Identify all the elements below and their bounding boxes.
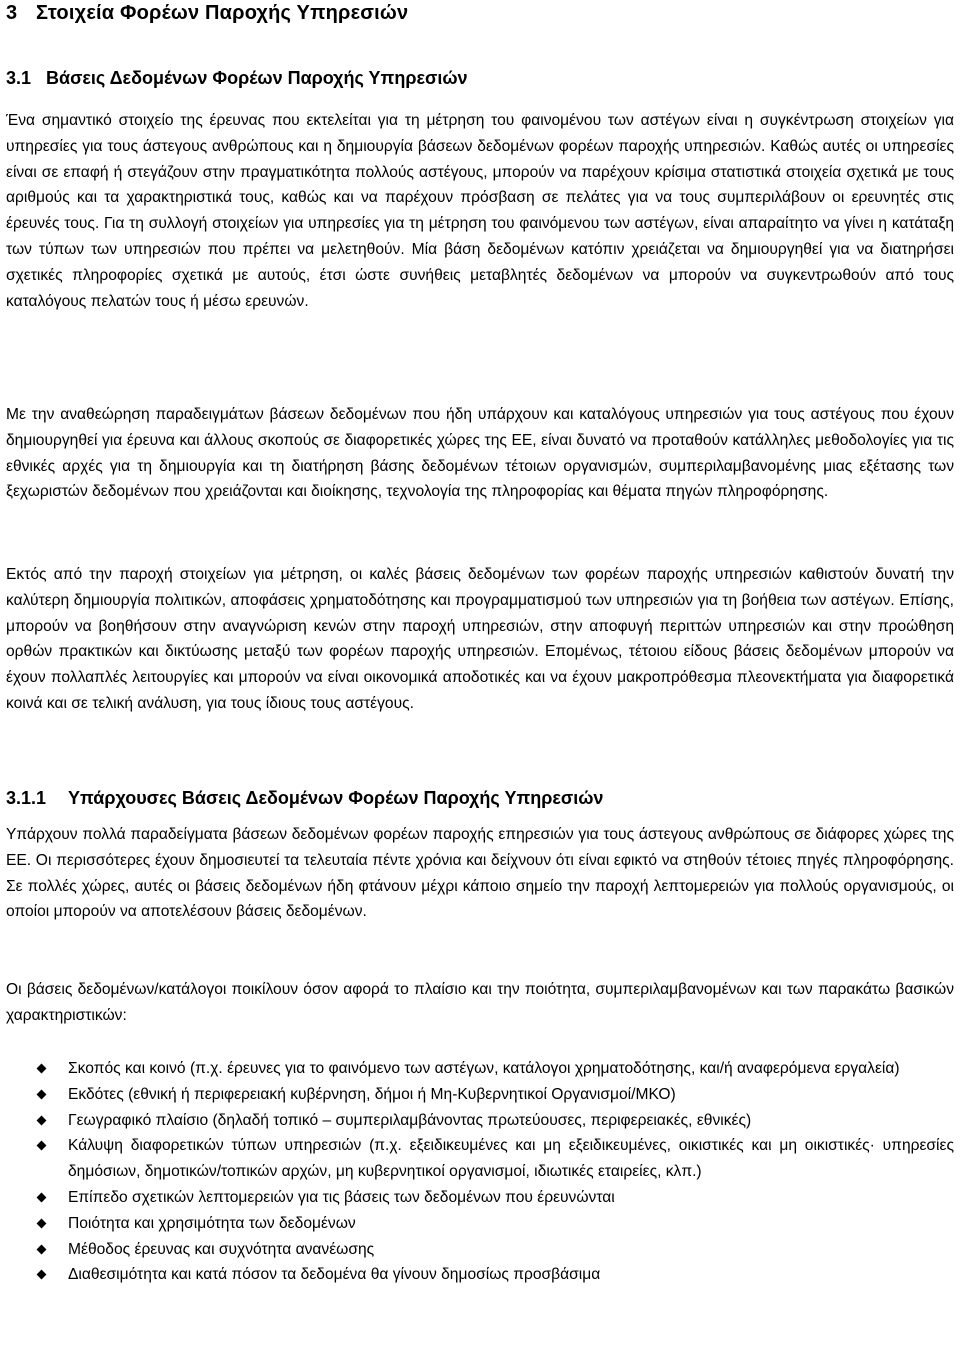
heading-title: Στοιχεία Φορέων Παροχής Υπηρεσιών [36,2,409,24]
paragraph-existing-databases: Υπάρχουν πολλά παραδείγματα βάσεων δεδομένων φορέων παροχής επηρεσιών για τους άστεγους ανθρώπους σε διάφορες χώρες της ΕΕ. Οι περισσότερες έχουν δημοσιευτεί τα τελευταία πέντε χρόνια και δείχνουν ότι είναι εφικτό να στηθούν τέτοιες πηγές πληροφόρησης. Σε πολλές χώρες, αυτές οι βάσεις δεδομένων ήδη φτάνουν μέχρι κάποιο σημείο την παροχή λεπτομερειών για πολλούς οργανισμούς, οι οποίοι μπορούν να αποτελέσουν βάσεις δεδομένων. [6,826,954,921]
characteristics-list [6,1056,954,1288]
section-heading-3 [6,2,408,25]
list-item [6,1262,954,1288]
diamond-bullet-icon [37,1244,47,1254]
list-item-text: Γεωγραφικό πλαίσιο (δηλαδή τοπικό – συμπεριλαμβάνοντας πρωτεύουσες, περιφερειακές, εθνικές) [68,1111,752,1129]
list-item [6,1082,954,1108]
list-item-text: Σκοπός και κοινό (π.χ. έρευνες για το φαινόμενο των αστέγων, κατάλογοι χρηματοδότησης, και/ή αναφερόμενα εργαλεία) [68,1060,900,1077]
heading-number: 3.1.1 [6,788,47,808]
list-item-text: Διαθεσιμότητα και κατά πόσον τα δεδομένα θα γίνουν δημοσίως προσβάσιμα [68,1266,601,1284]
list-item-text: Κάλυψη διαφορετικών τύπων υπηρεσιών (π.χ. εξειδικευμένες και μη εξειδικευμένες, οικιστικές και μη οικιστικές· υπηρεσίες δημόσιων, δημοτικών/τοπικών αρχών, μη κυβερνητικοί οργανισμοί, ιδιωτικές εταιρείες, κλπ.) [68,1137,954,1181]
list-item [6,1108,954,1134]
list-item-text: Εκδότες (εθνική ή περιφερειακή κυβέρνηση, δήμοι ή Μη-Κυβερνητικοί Οργανισμοί/ΜΚΟ) [68,1085,676,1103]
heading-title: Υπάρχουσες Βάσεις Δεδομένων Φορέων Παροχής Υπηρεσιών [68,788,604,808]
diamond-bullet-icon [37,1089,47,1099]
heading-number: 3 [6,2,18,24]
list-item [6,1211,954,1237]
diamond-bullet-icon [37,1218,47,1228]
diamond-bullet-icon [37,1193,47,1203]
list-item [6,1185,954,1211]
paragraph-benefits: Εκτός από την παροχή στοιχείων για μέτρηση, οι καλές βάσεις δεδομένων των φορέων παροχής υπηρεσιών καθιστούν δυνατή την καλύτερη δημιουργία πολιτικών, αποφάσεις χρηματοδότησης και προγραμματισμού των υπηρεσιών για τη βοήθεια των αστέγων. Επίσης, μπορούν να βοηθήσουν στην αναγνώριση κενών στην παροχή υπηρεσιών, στην αποφυγή περιττών υπηρεσιών και στην προώθηση ορθών πρακτικών και δικτύωσης μεταξύ των φορέων παροχής υπηρεσιών. Επομένως, τέτοιου είδους βάσεις δεδομένων μπορούν να έχουν πολλαπλές λειτουργίες και μπορούν να είναι οικονομικά αποδοτικές και να έχουν μακροπρόθεσμα πλεονεκτήματα για διαφορετικά κοινά και σε τελική ανάλυση, για τους ίδιους τους αστέγους. [6,566,954,712]
paragraph-review: Με την αναθεώρηση παραδειγμάτων βάσεων δεδομένων που ήδη υπάρχουν και καταλόγους υπηρεσιών για τους αστέγους που έχουν δημιουργηθεί για έρευνα και άλλους σκοπούς σε διαφορετικές χώρες της ΕΕ, είναι δυνατό να προταθούν κατάλληλες μεθοδολογίες για τις εθνικές αρχές για τη δημιουργία και τη διατήρηση βάσης δεδομένων τέτοιων οργανισμών, συμπεριλαμβανομένης μιας εξέτασης των ξεχωριστών δεδομένων που χρειάζονται και διοίκησης, τεχνολογία της πληροφορίας και θέματα πηγών πληροφόρησης. [6,406,954,501]
list-item [6,1056,954,1082]
list-item-text: Επίπεδο σχετικών λεπτομερειών για τις βάσεις των δεδομένων που έρευνώνται [68,1188,615,1206]
list-item [6,1133,954,1185]
paragraph-characteristics-intro: Οι βάσεις δεδομένων/κατάλογοι ποικίλουν όσον αφορά το πλαίσιο και την ποιότητα, συμπεριλαμβανομένων και των παρακάτω βασικών χαρακτηριστικών: [6,981,954,1024]
section-heading-3-1-1 [6,788,603,809]
heading-title: Βάσεις Δεδομένων Φορέων Παροχής Υπηρεσιών [46,68,468,88]
paragraph-intro: Ένα σημαντικό στοιχείο της έρευνας που εκτελείται για τη μέτρηση του φαινομένου των αστέγων είναι η συγκέντρωση στοιχείων για υπηρεσίες για τους άστεγους ανθρώπους και η δημιουργία βάσεων δεδομένων φορέων παροχής υπηρεσιών. Καθώς αυτές οι υπηρεσίες είναι σε επαφή ή στεγάζουν στην πραγματικότητα πολλούς αστέγους, μπορούν να παρέχουν κρίσιμα στατιστικά στοιχεία σχετικά με τους αριθμούς και τα χαρακτηριστικά τους, καθώς και να παρέχουν πρόσβαση σε πελάτες για να τους συμπεριλάβουν οι ερευνητές στις έρευνές τους. Για τη συλλογή στοιχείων για υπηρεσίες για τη μέτρηση του φαινόμενου των αστέγων, είναι απαραίτητο να γίνει η κατάταξη των τύπων των υπηρεσιών που πρέπει να μελετηθούν. Μία βάση δεδομένων κατόπιν χρειάζεται να δημιουργηθεί για να διατηρήσει σχετικές πληροφορίες σχετικά με αυτούς, έτσι ώστε συνήθεις μεταβλητές δεδομένων να μπορούν να συγκεντρωθούν από τους καταλόγους πελατών τους ή μέσω ερευνών. [6,112,954,310]
diamond-bullet-icon [37,1115,47,1125]
diamond-bullet-icon [37,1141,47,1151]
heading-number: 3.1 [6,68,32,88]
section-heading-3-1 [6,68,468,89]
list-item-text: Μέθοδος έρευνας και συχνότητα ανανέωσης [68,1240,375,1258]
list-item-text: Ποιότητα και χρησιμότητα των δεδομένων [68,1214,356,1232]
diamond-bullet-icon [37,1270,47,1280]
list-item [6,1237,954,1263]
diamond-bullet-icon [37,1064,47,1074]
